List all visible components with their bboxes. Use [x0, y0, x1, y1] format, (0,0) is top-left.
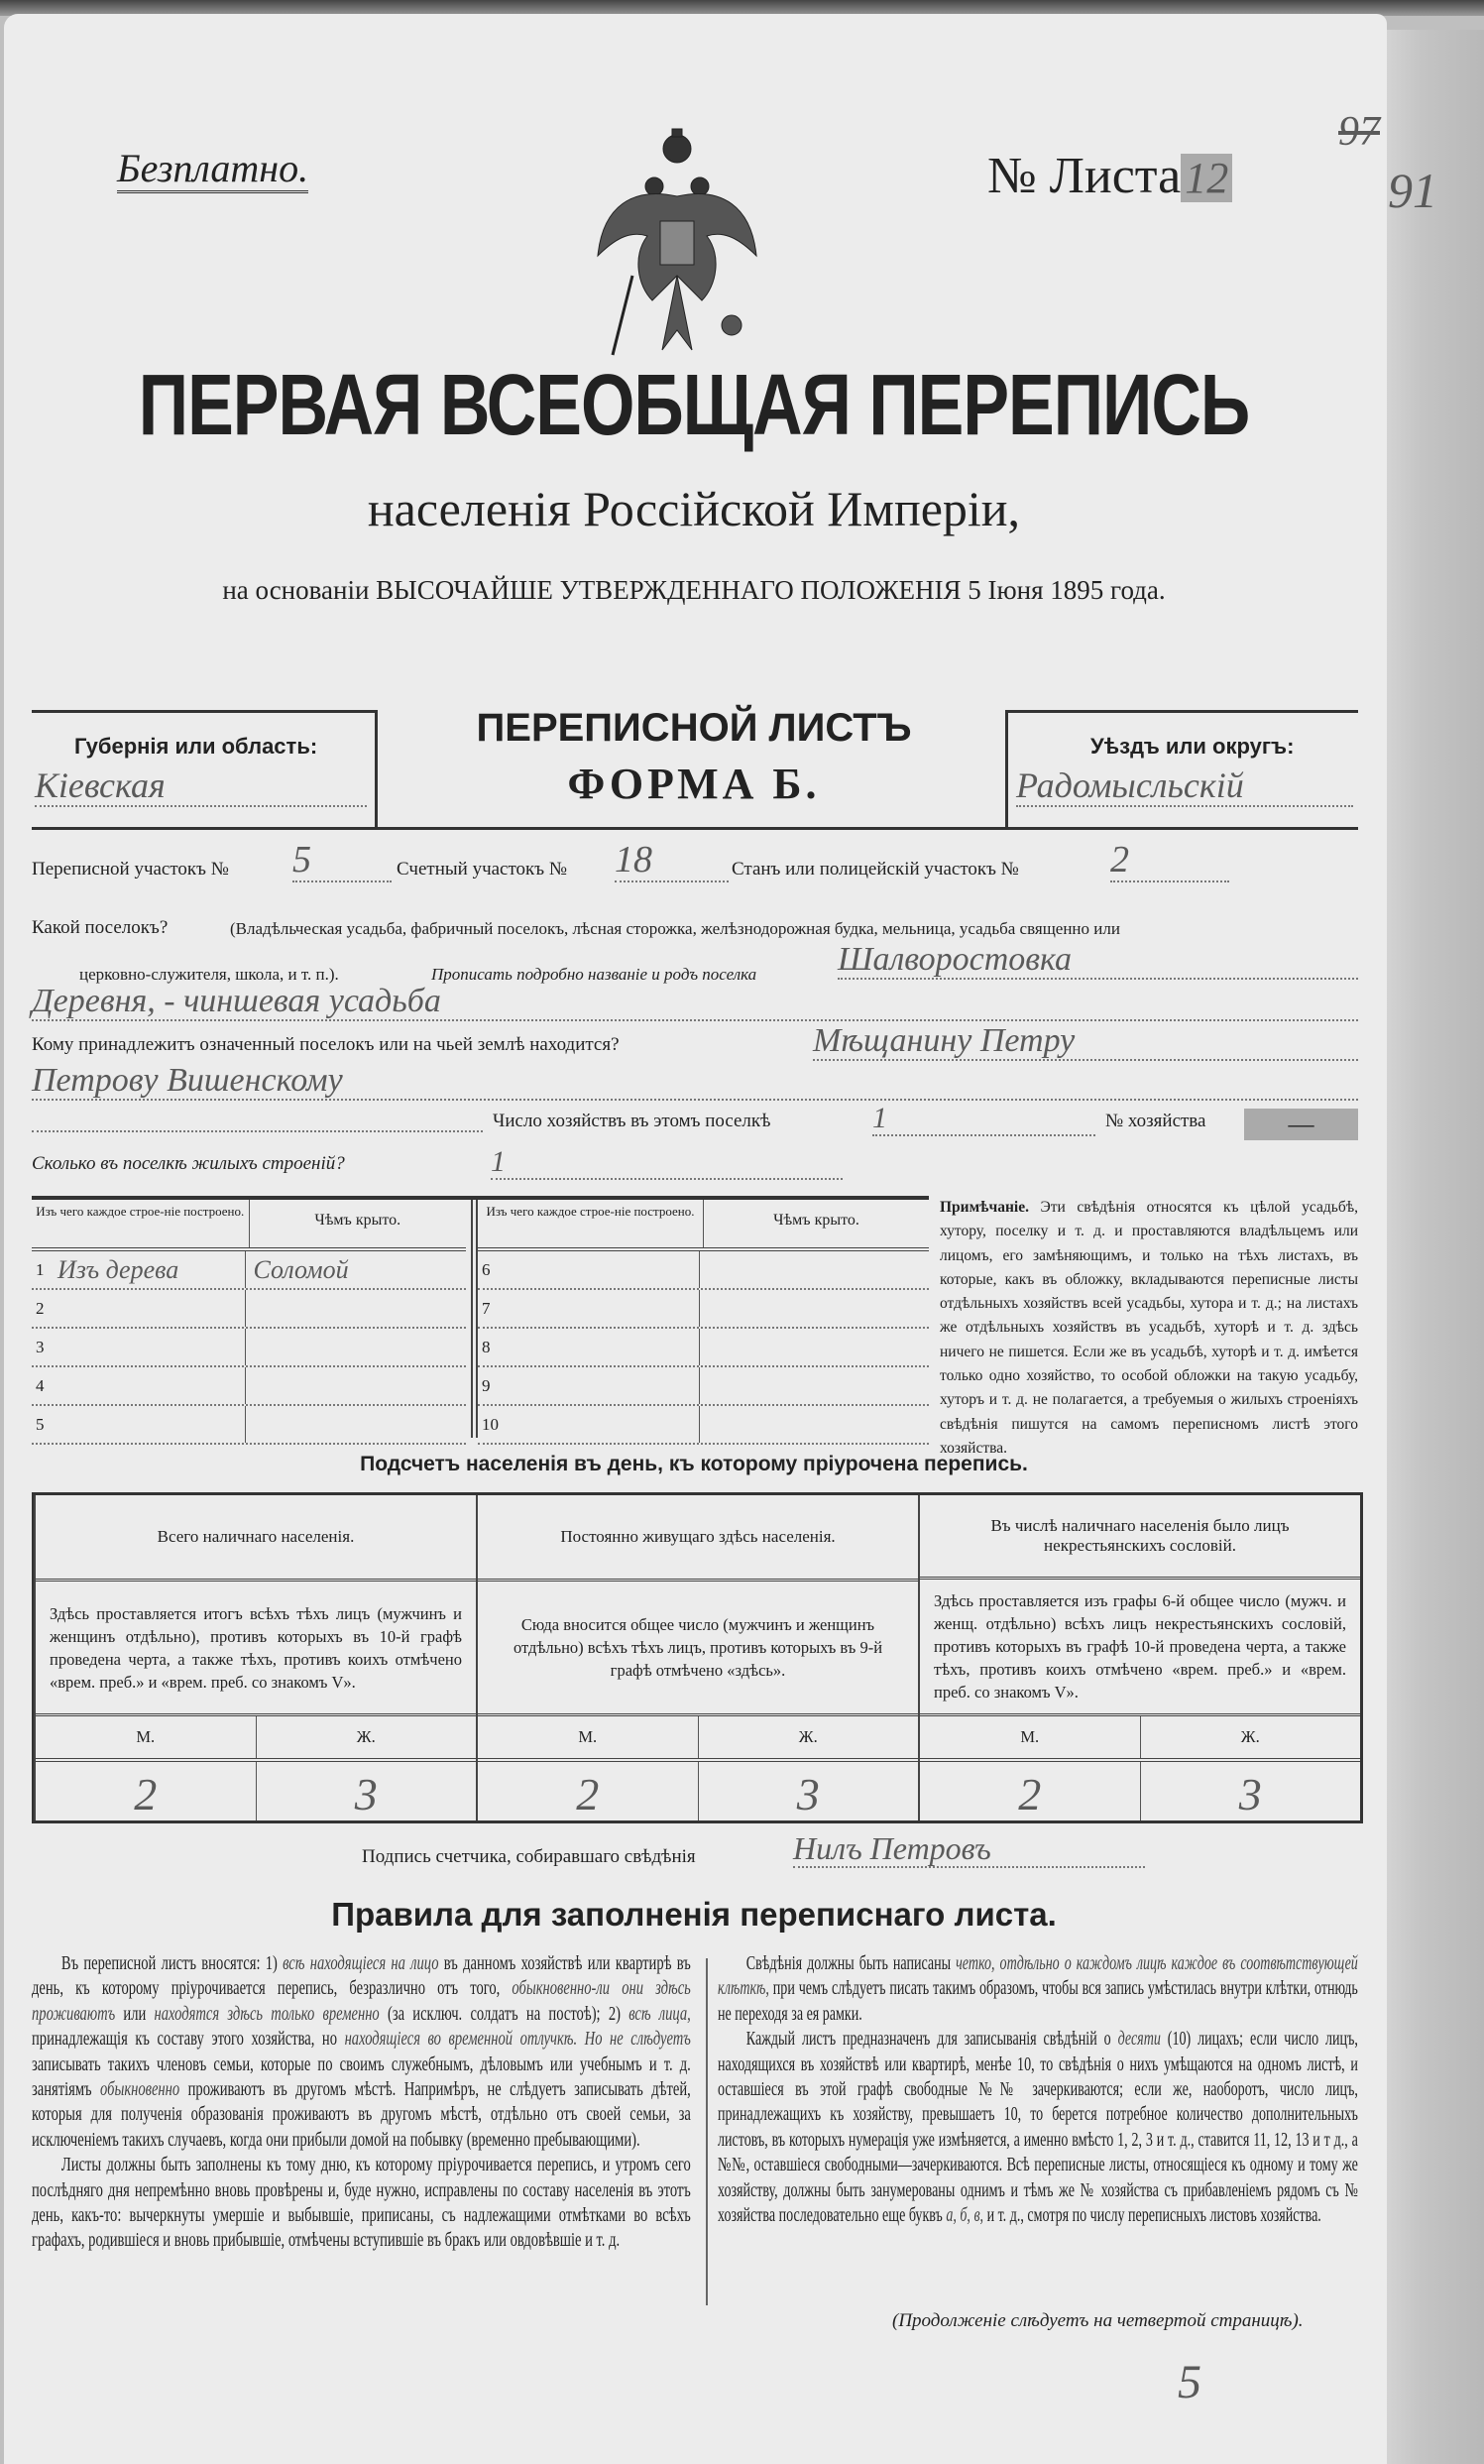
gubernia-label: Губернія или область:	[74, 734, 318, 759]
census-district-label: Переписной участокъ №	[32, 859, 229, 880]
male-header: М.	[920, 1716, 1141, 1758]
building-row	[32, 1251, 466, 1290]
group-description: Здѣсь проставляется изъ графы 6-й общее число (мужч. и женщ. отдѣльно) всѣхъ лицъ некрестьянскихъ сословій, противъ которыхъ въ графѣ 10-й проведена черта, а также тѣхъ, противъ коихъ отмѣчено «врем. преб.» и «врем. преб. со знакомъ V».	[920, 1580, 1360, 1716]
building-roof-field[interactable]	[700, 1290, 929, 1327]
rules-text: принадлежащія къ составу этого хозяйства, но	[32, 2029, 345, 2051]
sheet-number-label: № Листа	[987, 148, 1182, 204]
settlement-hint-1: (Владѣльческая усадьба, фабричный поселокъ, лѣсная сторожка, желѣзнодорожная будка, мельница, усадьба священно или	[230, 919, 1120, 938]
continued-note: (Продолженіе слѣдуетъ на четвертой страницѣ).	[892, 2310, 1304, 2331]
rules-text: въ данномъ хозяйствѣ или квартирѣ въ день, къ которому пріурочивается перепись, безразлично отъ того,	[32, 1953, 691, 2000]
count-district-field[interactable]: 18	[615, 841, 729, 882]
rules-emphasis: находящіеся во временной отлучкѣ. Но не слѣдуетъ	[344, 2029, 691, 2051]
population-heading: Подсчетъ населенія въ день, къ которому пріурочена перепись.	[360, 1453, 1028, 1475]
rules-text: или	[115, 2003, 155, 2025]
rules-paragraph	[32, 1951, 691, 2153]
form-title: ПЕРЕПИСНОЙ ЛИСТЪ	[476, 706, 912, 750]
rules-paragraph	[32, 2153, 691, 2254]
note-title: Примѣчаніе.	[940, 1199, 1029, 1216]
building-row	[32, 1329, 466, 1367]
signature-label: Подпись счетчика, собиравшаго свѣдѣнія	[362, 1846, 696, 1867]
rules-text: (за исключ. солдатъ на постоѣ); 2)	[379, 2003, 629, 2025]
households-field[interactable]: 1	[872, 1103, 1095, 1136]
gubernia-field[interactable]: Кіевская	[35, 765, 367, 807]
settlement-hint-2: церковно-служителя, школа, и т. п.).	[79, 965, 339, 984]
rules-paragraph	[718, 1951, 1358, 2027]
building-row	[478, 1290, 929, 1329]
building-row-number: 3	[36, 1337, 45, 1356]
rules-text: при чемъ слѣдуетъ писать такимъ образомъ, чтобы вся запись умѣстилась внутри клѣтки, отнюдь не переходя за ея рамки.	[718, 1978, 1358, 2025]
rules-heading: Правила для заполненія переписнаго листа.	[331, 1896, 1057, 1933]
rules-emphasis: десяти	[1117, 2029, 1161, 2051]
building-row-number: 7	[482, 1298, 491, 1318]
building-roof-field[interactable]	[246, 1290, 467, 1327]
building-row	[32, 1290, 466, 1329]
settlement-question: Какой поселокъ?	[32, 917, 169, 938]
building-roof-field[interactable]	[700, 1329, 929, 1365]
col-material-header: Изъ чего каждое строе-ніе построено.	[32, 1200, 250, 1247]
building-material-field[interactable]: Изъ дерева	[57, 1254, 179, 1284]
building-roof-field[interactable]	[246, 1406, 467, 1443]
col-material-header: Изъ чего каждое строе-ніе построено.	[478, 1200, 704, 1247]
settlement-type-field[interactable]: Деревня, - чиншевая усадьба	[32, 984, 1358, 1021]
buildings-table	[32, 1196, 929, 1438]
group-description: Сюда вносится общее число (мужчинъ и женщинъ отдѣльно) всѣхъ тѣхъ лицъ, противъ которыхъ въ 9-й графѣ отмѣчено «здѣсь».	[478, 1582, 918, 1716]
form-name: ФОРМА Б.	[567, 760, 821, 808]
male-count-field[interactable]: 2	[36, 1762, 257, 1820]
rules-emphasis: обыкновенно	[100, 2079, 180, 2101]
signature-field[interactable]: Нилъ Петровъ	[793, 1832, 1145, 1868]
building-roof-field[interactable]: Соломой	[253, 1254, 349, 1284]
rules-text: Листы должны быть заполнены къ тому дню, къ которому пріурочивается перепись, и утромъ сего послѣдняго дня непремѣнно вновь провѣрены и, буде нужно, исправлены по составу населенія въ этотъ день, какъ-то: вычеркнуты умершіе и выбывшіе, приписаны, съ надлежащими отмѣтками во всѣхъ графахъ, родившіеся и вновь прибывшіе, отмѣчены вступившіе въ бракъ или овдовѣвшіе и т. д.	[32, 2155, 691, 2252]
buildings-note	[940, 1196, 1358, 1461]
rules-emphasis: всѣ лица,	[628, 2003, 691, 2025]
female-header: Ж.	[1240, 1727, 1260, 1746]
household-no-label: № хозяйства	[1105, 1111, 1206, 1131]
group-title: Въ числѣ наличнаго населенія было лицъ некрестьянскихъ сословій.	[920, 1495, 1360, 1580]
building-roof-field[interactable]	[700, 1367, 929, 1404]
rules-emphasis: а, б, в,	[946, 2205, 984, 2227]
rules-emphasis: находятся здѣсь только временно	[154, 2003, 380, 2025]
building-roof-field[interactable]	[700, 1251, 929, 1288]
rules-right-column	[718, 1951, 1358, 2228]
building-row-number: 9	[482, 1375, 491, 1395]
buildings-field[interactable]: 1	[491, 1146, 843, 1180]
archive-number: 91	[1388, 163, 1437, 218]
rules-text: Свѣдѣнія должны быть написаны	[745, 1953, 957, 1974]
document-title: ПЕРВАЯ ВСЕОБЩАЯ ПЕРЕПИСЬ	[138, 356, 1250, 453]
population-table	[32, 1492, 1363, 1823]
rules-text: и т. д., смотря по числу переписныхъ листовъ хозяйства.	[983, 2205, 1321, 2227]
sheet-number-value: 12	[1181, 154, 1232, 202]
stan-label: Станъ или полицейскій участокъ №	[732, 859, 1019, 880]
uezd-field[interactable]: Радомысльскій	[1016, 765, 1353, 807]
building-row	[32, 1406, 466, 1445]
rules-text: Каждый листъ предназначенъ для записыванія свѣдѣній о	[745, 2029, 1118, 2051]
group-title: Постоянно живущаго здѣсь населенія.	[478, 1495, 918, 1582]
owner-field-1[interactable]: Мѣщанину Петру	[813, 1023, 1358, 1061]
buildings-question: Сколько въ поселкѣ жилыхъ строеній?	[32, 1153, 345, 1174]
building-row-number: 2	[36, 1298, 45, 1318]
female-header: Ж.	[356, 1727, 376, 1746]
rules-emphasis: всѣ находящіеся на лицо	[283, 1953, 439, 1974]
archive-number-struck: 97	[1338, 109, 1380, 155]
households-label: Число хозяйствъ въ этомъ поселкѣ	[493, 1111, 771, 1131]
rules-text: (10) лицахъ; если число лицъ, находящихся въ хозяйствѣ или квартирѣ, менѣе 10, то свѣдѣнія о нихъ умѣщаются на одномъ листѣ, и оставшіеся въ этой графѣ свободные №№ зачеркиваются; если же, наоборотъ, число лицъ, принадлежащихъ къ хозяйству, превышаетъ 10, то берется потребное количество дополнительныхъ листовъ, въ которыхъ нумерація уже измѣняется, а именно вмѣсто 1, 2, 3 и т. д., ставится 11, 12, 13 и т д., а №№, оставшіеся свободными—зачеркиваются. Всѣ переписные листы, относящіеся къ одному и тому же хозяйству, должны быть занумерованы однимъ и тѣмъ же № хозяйства съ прибавленіемъ рядомъ съ № хозяйства последовательно еще буквъ	[718, 2029, 1358, 2227]
population-group	[918, 1495, 1360, 1820]
building-row	[478, 1406, 929, 1445]
building-row	[478, 1251, 929, 1290]
census-district-field[interactable]: 5	[292, 841, 392, 882]
female-count-field[interactable]: 3	[354, 1769, 378, 1819]
building-row-number: 6	[482, 1259, 491, 1279]
note-text: Эти свѣдѣнія относятся къ цѣлой усадьбѣ, хутору, поселку и т. д. и проставляются владѣльцемъ или лицомъ, его замѣняющимъ, и только на тѣхъ листахъ, въ которые, какъ въ обложку, вкладываются переписные листы отдѣльныхъ хозяйствъ всей усадьбы, хутора и т. д.; на листахъ же отдѣльныхъ хозяйствъ въ усадьбѣ, хуторѣ и т. д. здѣсь ничего не пишется. Если же въ усадьбѣ, хуторѣ и т. д. имѣется только одно хозяйство, то особой обложки на такую усадьбу, хуторъ и т. д. не полагается, а требуемыя о жилыхъ строеніяхъ свѣдѣнія пишутся на самомъ переписномъ листѣ этого хозяйства.	[940, 1199, 1359, 1457]
count-district-label: Счетный участокъ №	[397, 859, 567, 880]
rules-text: записывать такихъ членовъ семьи, которые по своимъ служебнымъ, дѣловымъ или учебнымъ и т. д. занятіямъ	[32, 2053, 691, 2101]
document-subtitle: населенія Россійской Имперіи,	[367, 481, 1021, 536]
group-title: Всего наличнаго населенія.	[36, 1495, 476, 1582]
building-row-number: 1	[36, 1259, 45, 1279]
rules-left-column	[32, 1951, 691, 2254]
building-row-number: 8	[482, 1337, 491, 1356]
building-row	[32, 1367, 466, 1406]
household-no-field[interactable]: —	[1244, 1109, 1358, 1140]
building-row	[478, 1329, 929, 1367]
stan-field[interactable]: 2	[1110, 841, 1229, 882]
settlement-name-field[interactable]: Шалворостовка	[838, 942, 1358, 980]
free-label: Безплатно.	[117, 147, 308, 193]
population-group	[34, 1495, 476, 1820]
population-group	[476, 1495, 918, 1820]
group-description: Здѣсь проставляется итогъ всѣхъ тѣхъ лицъ (мужчинъ и женщинъ отдѣльно), противъ которыхъ въ 10-й графѣ проведена черта, а также тѣхъ, противъ коихъ отмѣчено «врем. преб.» и «врем. преб. со знакомъ V».	[36, 1582, 476, 1716]
legal-basis: на основаніи ВЫСОЧАЙШЕ УТВЕРЖДЕННАГО ПОЛОЖЕНІЯ 5 Іюня 1895 года.	[222, 575, 1166, 605]
building-roof-field[interactable]	[246, 1367, 467, 1404]
male-header: М.	[478, 1716, 699, 1758]
building-row-number: 4	[36, 1375, 45, 1395]
building-roof-field[interactable]	[700, 1406, 929, 1443]
building-roof-field[interactable]	[246, 1329, 467, 1365]
owner-field-2[interactable]: Петрову Вишенскому	[32, 1063, 1358, 1101]
rules-paragraph	[718, 2027, 1358, 2228]
male-header: М.	[36, 1716, 257, 1758]
building-row-number: 5	[36, 1414, 45, 1434]
rules-emphasis: обыкновенно-ли они здѣсь проживаютъ	[32, 1978, 691, 2025]
uezd-label: Уѣздъ или округъ:	[1090, 734, 1295, 759]
building-row-number: 10	[482, 1414, 499, 1434]
underlying-page-strip	[1380, 30, 1484, 2464]
col-roof-header: Чѣмъ крыто.	[773, 1212, 859, 1229]
eagle-emblem-icon	[593, 127, 761, 360]
owner-question: Кому принадлежитъ означенный поселокъ или на чьей землѣ находится?	[32, 1034, 620, 1055]
building-row	[478, 1367, 929, 1406]
female-count-field[interactable]: 3	[1238, 1769, 1262, 1819]
page-mark: 5	[1178, 2356, 1201, 2408]
rules-emphasis: четко, отдѣльно о каждомъ лицѣ каждое въ соотвѣтствующей клѣткѣ,	[718, 1953, 1358, 2000]
rules-text: проживаютъ въ другомъ мѣстѣ. Напримѣръ, не слѣдуетъ записывать дѣтей, которыя для полученія образованія проживаютъ въ другомъ мѣстѣ, отдѣльно отъ своей семьи, за исключеніемъ такихъ случаевъ, когда они прибыли домой на побывку (временно пребывающими).	[32, 2079, 691, 2151]
rules-text: Въ переписной листъ вносятся: 1)	[60, 1953, 284, 1974]
col-roof-header: Чѣмъ крыто.	[314, 1212, 401, 1229]
male-count-field[interactable]: 2	[478, 1762, 699, 1820]
female-header: Ж.	[798, 1727, 818, 1746]
sheet-number	[987, 147, 1232, 205]
settlement-hint-3: Прописать подробно названіе и родъ поселка	[431, 965, 757, 984]
female-count-field[interactable]: 3	[796, 1769, 820, 1819]
male-count-field[interactable]: 2	[920, 1762, 1141, 1820]
